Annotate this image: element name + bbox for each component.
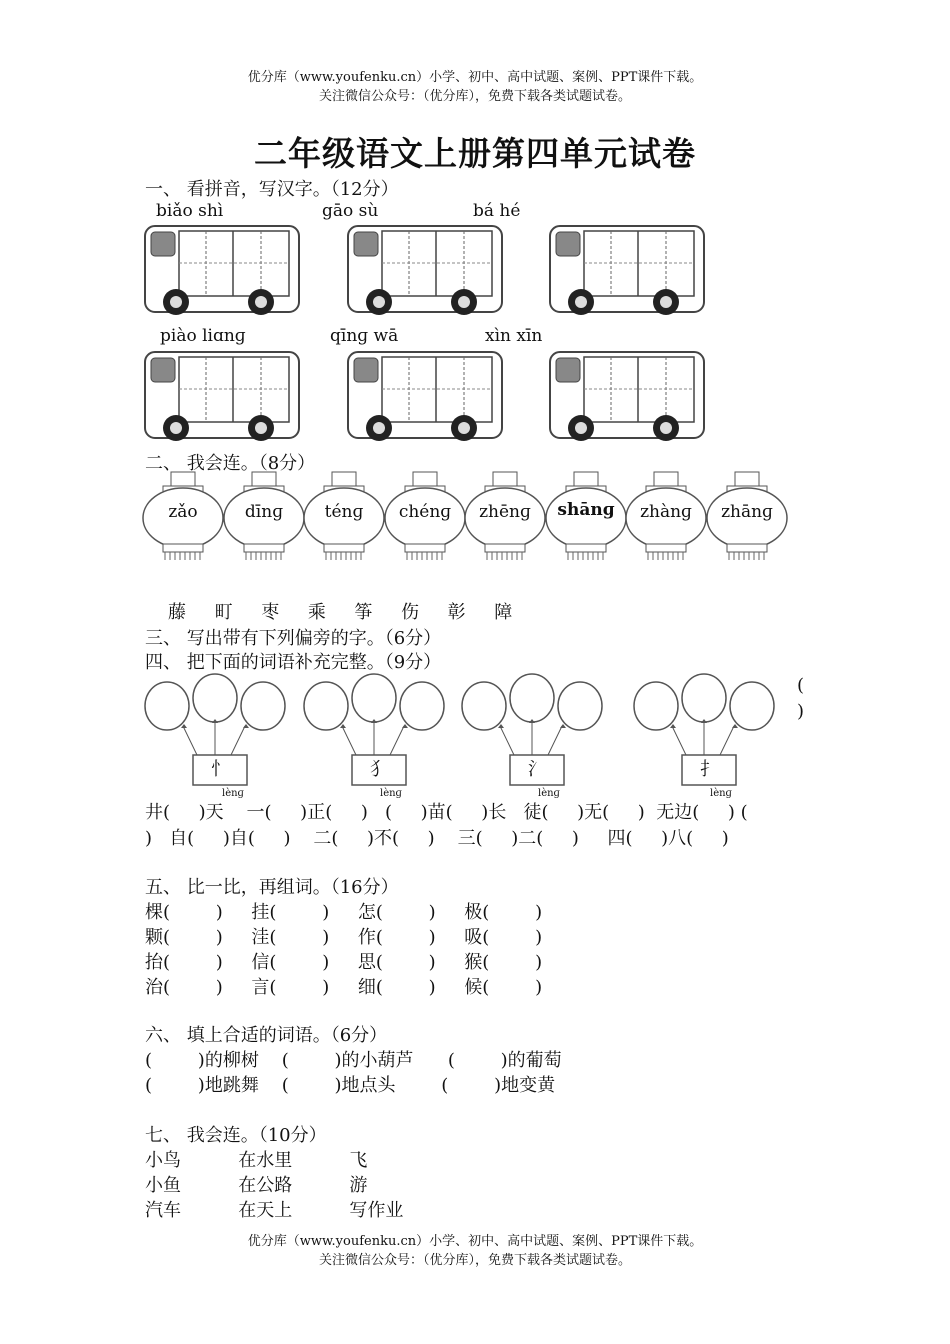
radical-3: 氵 (528, 759, 546, 780)
idiom-line-1: 井( )天 一( )正( ) ( )苗( )长 徒( )无( ) 无边( ) ( (145, 802, 748, 823)
lantern-pinyin-2: dīnɡ (244, 502, 284, 522)
compare-row-2: 颗( ) 洼( ) 作( ) 吸( ) (145, 927, 543, 948)
pinyin-5: qīnɡ wā (330, 326, 399, 346)
connect-row-1: 小鸟 在水里 飞 (145, 1150, 368, 1171)
writing-bus-6 (550, 352, 704, 441)
writing-bus-1 (145, 226, 299, 315)
section-7-heading: 七、 我会连。（10分） (145, 1125, 327, 1146)
pinyin-4: piào liɑnɡ (160, 326, 246, 346)
section-3-heading: 三、 写出带有下列偏旁的字。（6分） (145, 628, 442, 649)
section-1-heading: 一、 看拼音，写汉字。（12分） (145, 179, 399, 200)
writing-bus-4 (145, 352, 299, 441)
radical-2: 犭 (370, 759, 388, 780)
compare-row-4: 治( ) 言( ) 细( ) 候( ) (145, 977, 543, 998)
compare-row-1: 棵( ) 挂( ) 怎( ) 极( ) (145, 902, 543, 923)
section-6-heading: 六、 填上合适的词语。（6分） (145, 1025, 388, 1046)
pinyin-3: bá hé (473, 201, 521, 221)
page-title: 二年级语文上册第四单元试卷 (254, 134, 696, 173)
footer-line-2: 关注微信公众号：（优分库），免费下载各类试题试卷。 (318, 1253, 631, 1268)
writing-bus-2 (348, 226, 502, 315)
leng-pinyin-1: lènɡ (222, 788, 244, 799)
pinyin-1: biǎo shì (156, 201, 224, 221)
fill-row-2: ( )地跳舞 ( )地点头 ( )地变黄 (145, 1075, 556, 1096)
pinyin-2: gāo sù (322, 201, 379, 221)
idiom-line-2: ) 自( )自( ) 二( )不( ) 三( )二( ) 四( )八( ) (145, 828, 729, 849)
header-line-1: 优分库（www.youfenku.cn）小学、初中、高中试题、案例、PPT课件下载。 (247, 70, 703, 85)
footer-line-1: 优分库（www.youfenku.cn）小学、初中、高中试题、案例、PPT课件下载。 (247, 1234, 703, 1249)
writing-bus-5 (348, 352, 502, 441)
pinyin-6: xìn xīn (485, 326, 543, 346)
radical-4: 扌 (700, 759, 718, 780)
connect-row-3: 汽车 在天上 写作业 (145, 1200, 404, 1221)
leng-pinyin-3: lènɡ (538, 788, 560, 799)
lantern-pinyin-7: zhànɡ (640, 502, 692, 522)
section-4-heading: 四、 把下面的词语补充完整。（9分） (145, 652, 442, 673)
lantern-pinyin-8: zhānɡ (721, 502, 773, 522)
match-characters: 藤 町 枣 乘 筝 伤 彰 障 (168, 602, 513, 623)
section-2-heading: 二、 我会连。（8分） (145, 453, 316, 474)
compare-row-3: 抬( ) 信( ) 思( ) 猴( ) (145, 952, 543, 973)
leng-pinyin-2: lènɡ (380, 788, 402, 799)
stray-paren-close: ) (797, 701, 805, 722)
header-line-2: 关注微信公众号：（优分库），免费下载各类试题试卷。 (318, 89, 631, 104)
radical-1: 忄 (211, 759, 229, 780)
stray-paren-open: ( (797, 675, 805, 696)
writing-bus-3 (550, 226, 704, 315)
lantern-pinyin-5: zhēnɡ (479, 502, 531, 522)
leng-pinyin-4: lènɡ (710, 788, 732, 799)
lantern-pinyin-4: chénɡ (398, 502, 452, 522)
lantern-pinyin-3: ténɡ (324, 502, 364, 522)
connect-row-2: 小鱼 在公路 游 (145, 1175, 368, 1196)
lantern-pinyin-1: zǎo (168, 502, 198, 522)
section-5-heading: 五、 比一比，再组词。（16分） (145, 877, 399, 898)
lantern-pinyin-6: shānɡ (557, 500, 615, 520)
fill-row-1: ( )的柳树 ( )的小葫芦 ( )的葡萄 (145, 1050, 562, 1071)
